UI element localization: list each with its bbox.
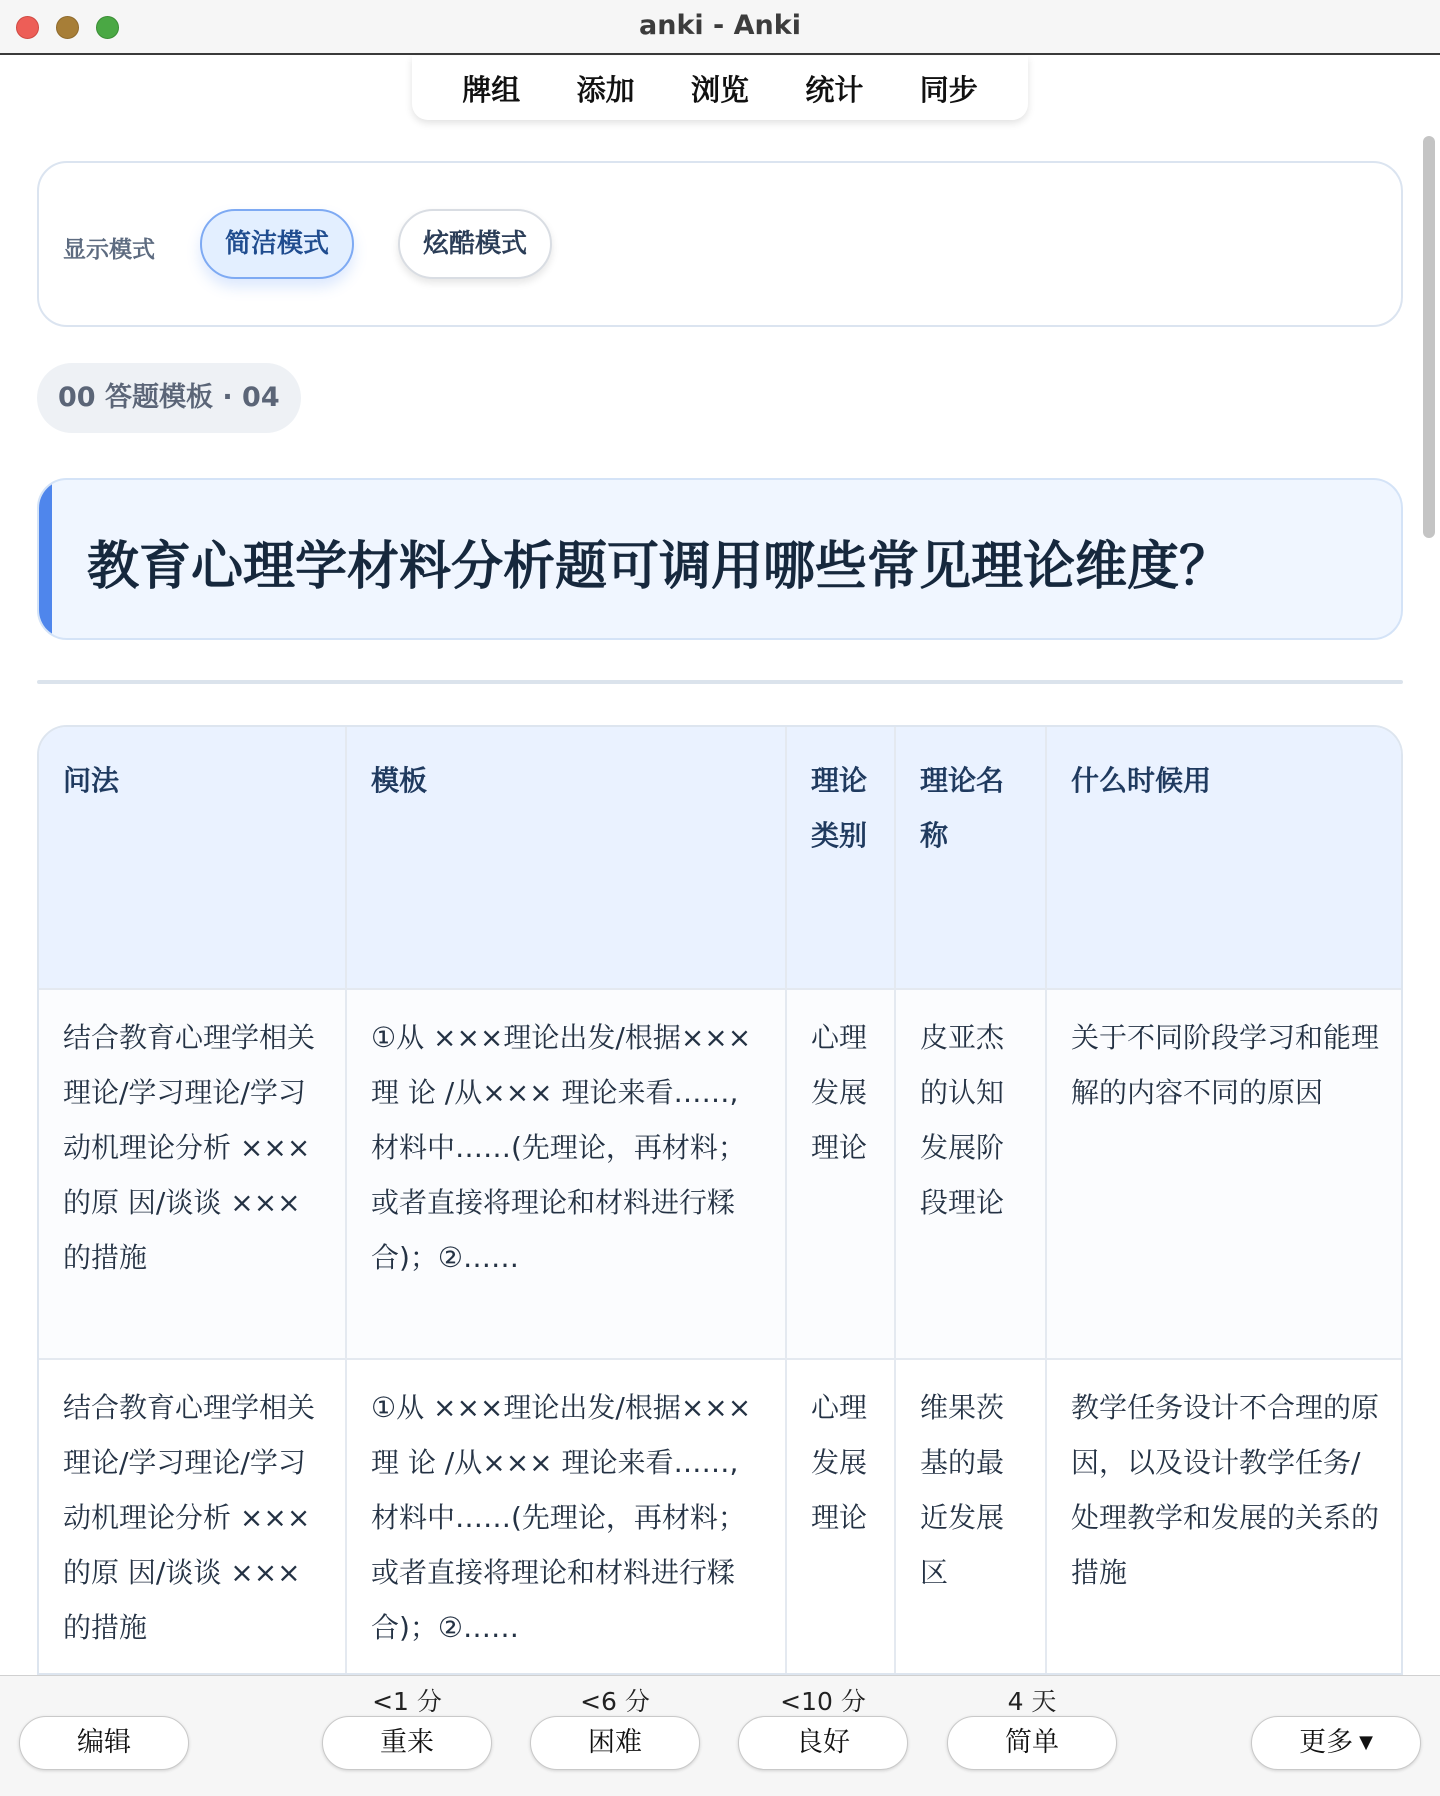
cell-template: ①从 ×××理论出发/根据××× 理 论 /从××× 理论来看……,材料中……(先理论，再材料；或者直接将理论和材料进行糅合)；②…… xyxy=(346,989,786,1359)
answer-table xyxy=(37,725,1403,1675)
nav-sync[interactable]: 同步 xyxy=(919,72,978,107)
nav-decks[interactable]: 牌组 xyxy=(462,72,521,107)
nav-browse[interactable]: 浏览 xyxy=(690,72,749,107)
display-mode-card xyxy=(37,161,1403,327)
header-theory-name: 理论名称 xyxy=(895,727,1046,989)
title-bar xyxy=(0,0,1440,55)
cell-when-to-use: 关于不同阶段学习和能理解的内容不同的原因 xyxy=(1046,989,1403,1359)
chevron-down-icon: ▼ xyxy=(1359,1732,1373,1753)
window-title: anki - Anki xyxy=(639,10,801,41)
simple-mode-button[interactable]: 简洁模式 xyxy=(200,209,354,279)
interval-good: <10 分 xyxy=(780,1687,866,1716)
header-question-type: 问法 xyxy=(39,727,346,989)
cell-question-type: 结合教育心理学相关理论/学习理论/学习动机理论分析 ×××的原 因/谈谈 ××× 的措施 xyxy=(39,989,346,1359)
header-theory-category: 理论类别 xyxy=(786,727,895,989)
table-header-row xyxy=(39,727,1403,989)
cell-theory-name: 维果茨基的最近发展区 xyxy=(895,1359,1046,1675)
divider xyxy=(37,680,1403,684)
easy-button[interactable]: 简单 xyxy=(947,1716,1117,1770)
cell-when-to-use: 教学任务设计不合理的原因，以及设计教学任务/处理教学和发展的关系的措施 xyxy=(1046,1359,1403,1675)
table-row xyxy=(39,1359,1403,1675)
cell-theory-name: 皮亚杰的认知发展阶段理论 xyxy=(895,989,1046,1359)
header-when-to-use: 什么时候用 xyxy=(1046,727,1403,989)
more-button[interactable] xyxy=(1251,1716,1421,1770)
display-mode-label: 显示模式 xyxy=(63,237,155,263)
scrollbar-thumb[interactable] xyxy=(1423,136,1435,538)
more-label: 更多 xyxy=(1299,1727,1354,1758)
interval-again: <1 分 xyxy=(372,1687,442,1716)
cell-question-type: 结合教育心理学相关理论/学习理论/学习动机理论分析 ×××的原 因/谈谈 ××× 的措施 xyxy=(39,1359,346,1675)
hard-button[interactable]: 困难 xyxy=(530,1716,700,1770)
nav-stats[interactable]: 统计 xyxy=(805,72,864,107)
question-text: 教育心理学材料分析题可调用哪些常见理论维度？ xyxy=(87,537,1232,597)
again-button[interactable]: 重来 xyxy=(322,1716,492,1770)
nav-add[interactable]: 添加 xyxy=(576,72,635,107)
deck-tag: 00 答题模板 · 04 xyxy=(37,363,301,433)
table-row xyxy=(39,989,1403,1359)
cell-theory-category: 心理发展理论 xyxy=(786,1359,895,1675)
edit-button[interactable]: 编辑 xyxy=(19,1716,189,1770)
question-card xyxy=(37,478,1403,640)
header-template: 模板 xyxy=(346,727,786,989)
cell-template: ①从 ×××理论出发/根据××× 理 论 /从××× 理论来看……,材料中……(先理论，再材料；或者直接将理论和材料进行糅合)；②…… xyxy=(346,1359,786,1675)
cool-mode-button[interactable]: 炫酷模式 xyxy=(398,209,552,279)
interval-easy: 4 天 xyxy=(1007,1687,1057,1716)
interval-hard: <6 分 xyxy=(580,1687,650,1716)
top-nav xyxy=(412,56,1028,120)
good-button[interactable]: 良好 xyxy=(738,1716,908,1770)
cell-theory-category: 心理发展理论 xyxy=(786,989,895,1359)
answer-bar xyxy=(0,1675,1440,1796)
